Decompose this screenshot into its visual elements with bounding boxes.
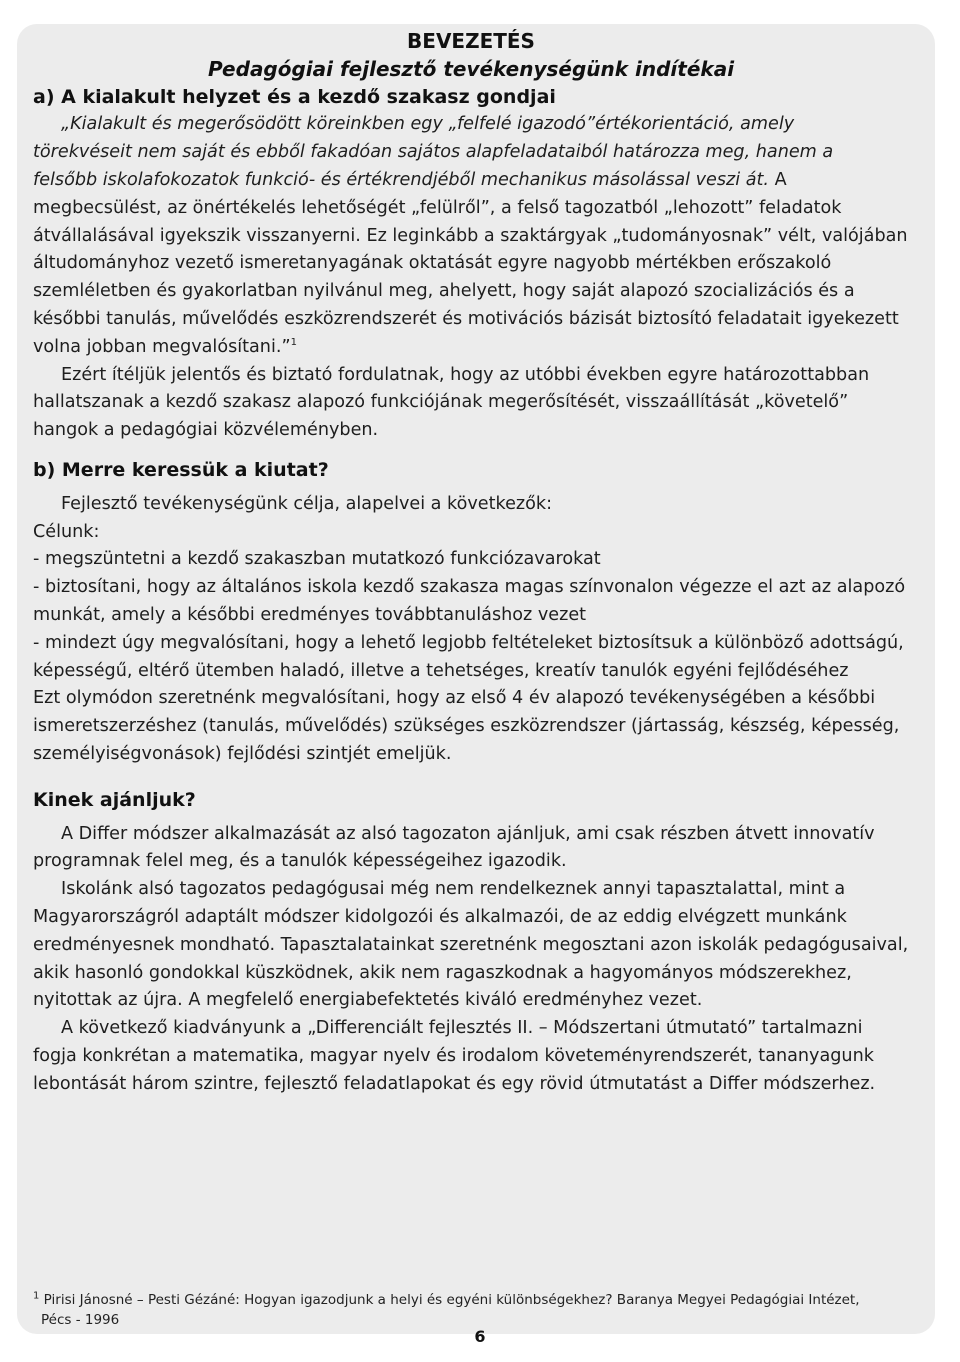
quote-line-1: „Kialakult és megerősödött köreinkben egy „felfelé igazodó”értékorientáció, amely xyxy=(61,114,795,135)
footnote-text-1: Pirisi Jánosné – Pesti Gézáné: Hogyan igazodjunk a helyi és egyéni különbségekhez? Baranya Megyei Pedagógiai Intézet, xyxy=(43,1292,860,1308)
goal-item-2: - biztosítani, hogy az általános iskola kezdő szakasza magas színvonalon végezze el azt az alapozó munkát, amely a későbbi eredményes továbbtanuláshoz vezet xyxy=(33,577,906,625)
goal-item-1: - megszüntetni a kezdő szakaszban mutatkozó funkciózavarokat xyxy=(33,549,601,570)
goal-label: Célunk: xyxy=(33,521,100,542)
page-number: 6 xyxy=(474,1327,486,1346)
section-a-para-2: Ezért ítéljük jelentős és biztató fordulatnak, hogy az utóbbi években egyre határozottabban hallatszanak a kezdő szakasz alapozó funkciójának megerősítését, visszaállítását „követelő” hangok a pedagógiai közvéleményben. xyxy=(33,364,870,441)
section-a-heading: a) A kialakult helyzet és a kezdő szakasz gondjai xyxy=(33,85,556,108)
page-subtitle: Pedagógiai fejlesztő tevékenységünk indítékai xyxy=(207,56,735,81)
footnote-number: 1 xyxy=(33,1290,40,1302)
page-title: BEVEZETÉS xyxy=(407,29,535,53)
section-b-heading: b) Merre keressük a kiutat? xyxy=(33,458,329,481)
section-c-para-1: A Differ módszer alkalmazását az alsó tagozaton ajánljuk, ami csak részben átvett innovatív programnak felel meg, és a tanulók képességeihez igazodik. xyxy=(33,823,875,872)
footnote-line-2: Pécs - 1996 xyxy=(41,1312,120,1328)
section-b-closing: Ezt olymódon szeretnénk megvalósítani, hogy az első 4 év alapozó tevékenységében a későbbi ismeretszerzéshez (tanulás, művelődés) szükséges eszközrendszer (jártasság, készség, képesség, személyiségvonások) fejlődési szintjét emeljük. xyxy=(33,688,900,764)
section-a-quote xyxy=(33,111,909,361)
section-c-para-2: Iskolánk alsó tagozatos pedagógusai még nem rendelkeznek annyi tapasztalattal, mint a Magyarországról adaptált módszer kidolgozói és alkalmazói, de az eddig elvégzett munkánk eredményesnek mondható. Tapasztalatainkat szeretnénk megosztani azon iskolák pedagógusaival, akik hasonló gondokkal küszködnek, akik nem ragaszkodnak a hagyományos módszerekhez, nyitottak az újra. A megfelelő energiabefektetés kiváló eredményhez vezet. xyxy=(33,879,909,1011)
footnote xyxy=(33,1290,903,1330)
footnote-ref: 1 xyxy=(290,336,297,348)
quote-line-2: törekvéseit nem saját és ebből fakadóan sajátos alapfeladataiból határozza meg, hanem a xyxy=(33,142,834,163)
section-c-heading: Kinek ajánljuk? xyxy=(33,788,196,811)
goal-item-3: - mindezt úgy megvalósítani, hogy a lehető legjobb feltételeket biztosítsuk a különböző adottságú, képességű, eltérő ütemben haladó, illetve a tehetséges, kreatív tanulók egyéni fejlődéséhez xyxy=(33,632,904,681)
document-body xyxy=(33,28,909,1098)
quote-tail: A megbecsülést, az önértékelés lehetőségét „felülről”, a felső tagozatból „lehozott” feladatok átvállalásával igyekszik visszanyerni. Ez leginkább a szaktárgyak „tudományosnak” vélt, valójában áltudományhoz vezető ismeretanyagának oktatását egyre nagyobb mértékben erőszakoló szemléletben és gyakorlatban nyilvánul meg, ahelyett, hogy saját alapozó szocializációs és a későbbi tanulás, művelődés eszközrendszerét és motivációs bázisát biztosító feladatait igyekezett volna jobban megvalósítani.” xyxy=(33,169,908,357)
section-b-intro: Fejlesztő tevékenységünk célja, alapelvei a következők: xyxy=(61,493,553,514)
quote-line-3: felsőbb iskolafokozatok funkció- és értékrendjéből mechanikus másolással veszi át. xyxy=(33,169,770,190)
section-c-para-3: A következő kiadványunk a „Differenciált fejlesztés II. – Módszertani útmutató” tartalmazni fogja konkrétan a matematika, magyar nyelv és irodalom követeményrendszerét, tananyagunk lebontását három szintre, fejlesztő feladatlapokat és egy rövid útmutatást a Differ módszerhez. xyxy=(33,1018,876,1094)
footnote-line-1 xyxy=(33,1290,903,1310)
